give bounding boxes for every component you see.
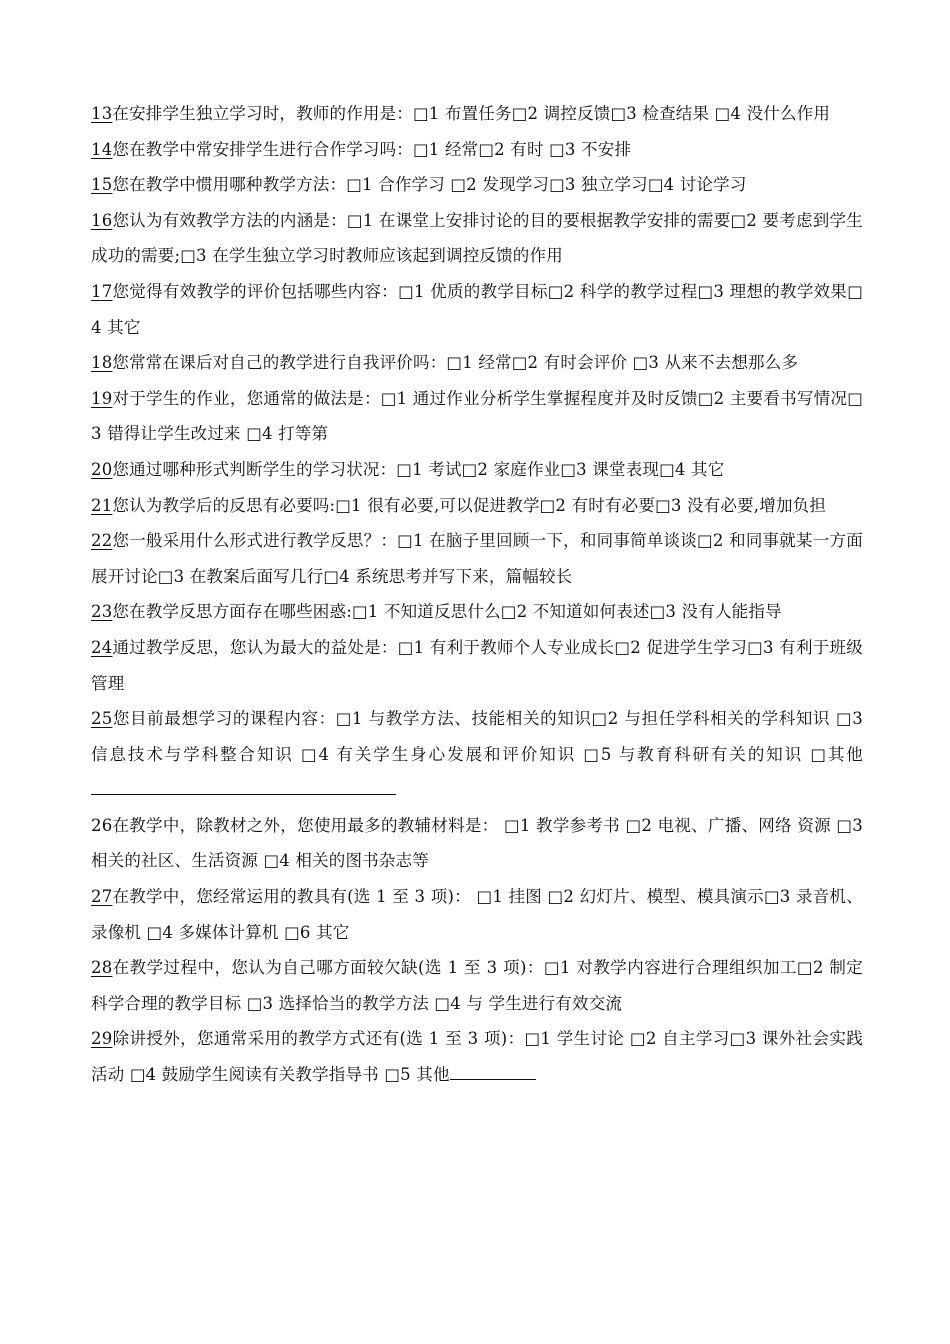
- question-25: [91, 701, 863, 808]
- question-list: [91, 96, 863, 1093]
- question-text: 对于学生的作业，您通常的做法是：□1 通过作业分析学生掌握程度并及时反馈□2 主要看书写情况□3 错得让学生改过来 □4 打等第: [91, 388, 863, 444]
- question-text: 您在教学中惯用哪种教学方法：□1 合作学习 □2 发现学习□3 独立学习□4 讨论学习: [112, 175, 747, 195]
- question-text: 除讲授外，您通常采用的教学方式还有(选 1 至 3 项)：□1 学生讨论 □2 自主学习□3 课外社会实践活动 □4 鼓励学生阅读有关教学指导书 □5 其他: [91, 1029, 863, 1085]
- question-text: 您认为教学后的反思有必要吗:□1 很有必要,可以促进教学□2 有时有必要□3 没有必要,增加负担: [112, 495, 827, 515]
- question-15: [91, 167, 863, 203]
- question-number: 20: [91, 459, 113, 479]
- question-number: 29: [91, 1029, 113, 1049]
- question-text: 您目前最想学习的课程内容：□1 与教学方法、技能相关的知识□2 与担任学科相关的学科知识 □3 信息技术与学科整合知识 □4 有关学生身心发展和评价知识 □5 与教育科研有关的知识 □其他: [91, 709, 863, 764]
- answer-blank-line[interactable]: [450, 1061, 536, 1080]
- question-29: [91, 1021, 863, 1092]
- question-number: 13: [91, 104, 113, 123]
- question-text: 您在教学反思方面存在哪些困惑:□1 不知道反思什么□2 不知道如何表述□3 没有人能指导: [112, 602, 782, 622]
- question-number: 15: [91, 175, 113, 195]
- question-16: [91, 203, 863, 274]
- answer-blank-line[interactable]: [91, 776, 396, 795]
- question-text: 通过教学反思，您认为最大的益处是：□1 有利于教师个人专业成长□2 促进学生学习□3 有利于班级管理: [91, 637, 863, 693]
- question-text: 在教学过程中，您认为自己哪方面较欠缺(选 1 至 3 项)：□1 对教学内容进行合理组织加工□2 制定科学合理的教学目标 □3 选择恰当的教学方法 □4 与 学生进行有效交流: [91, 958, 863, 1013]
- question-number: 18: [91, 353, 113, 373]
- question-24: [91, 630, 863, 701]
- question-18: [91, 345, 863, 381]
- question-27: [91, 879, 863, 950]
- question-14: [91, 132, 863, 168]
- question-text: 您一般采用什么形式进行教学反思？：□1 在脑子里回顾一下，和同事简单谈谈□2 和同事就某一方面展开讨论□3 在教案后面写几行□4 系统思考并写下来，篇幅较长: [91, 531, 863, 586]
- question-22: [91, 523, 863, 594]
- question-13: [91, 96, 863, 132]
- question-number: 26: [91, 815, 113, 835]
- question-text: 在教学中，您经常运用的教具有(选 1 至 3 项)： □1 挂图 □2 幻灯片、模型、模具演示□3 录音机、录像机 □4 多媒体计算机 □6 其它: [91, 887, 863, 942]
- question-number: 23: [91, 602, 113, 622]
- question-text: 您认为有效教学方法的内涵是：□1 在课堂上安排讨论的目的要根据教学安排的需要□2 要考虑到学生成功的需要;□3 在学生独立学习时教师应该起到调控反馈的作用: [91, 210, 863, 266]
- question-17: [91, 274, 863, 345]
- question-number: 22: [91, 531, 113, 551]
- question-text: 您通过哪种形式判断学生的学习状况：□1 考试□2 家庭作业□3 课堂表现□4 其它: [112, 459, 725, 479]
- question-20: [91, 452, 863, 488]
- question-number: 17: [91, 281, 113, 301]
- question-number: 27: [91, 887, 113, 907]
- question-number: 16: [91, 210, 113, 230]
- question-text: 在教学中，除教材之外，您使用最多的教辅材料是： □1 教学参考书 □2 电视、广播、网络 资源 □3 相关的社区、生活资源 □4 相关的图书杂志等: [91, 815, 863, 871]
- question-26: [91, 808, 863, 879]
- question-text: 您觉得有效教学的评价包括哪些内容：□1 优质的教学目标□2 科学的教学过程□3 理想的教学效果□4 其它: [91, 281, 863, 337]
- question-number: 25: [91, 709, 113, 729]
- question-28: [91, 950, 863, 1021]
- question-23: [91, 594, 863, 630]
- question-number: 28: [91, 958, 113, 978]
- question-text: 您常常在课后对自己的教学进行自我评价吗：□1 经常□2 有时会评价 □3 从来不去想那么多: [112, 353, 799, 373]
- question-text: 您在教学中常安排学生进行合作学习吗：□1 经常□2 有时 □3 不安排: [112, 139, 632, 159]
- question-text: 在安排学生独立学习时，教师的作用是：□1 布置任务□2 调控反馈□3 检查结果 □4 没什么作用: [112, 104, 831, 123]
- question-number: 14: [91, 139, 113, 159]
- question-number: 24: [91, 637, 113, 657]
- question-number: 19: [91, 388, 113, 408]
- question-number: 21: [91, 495, 113, 515]
- question-19: [91, 381, 863, 452]
- question-21: [91, 488, 863, 524]
